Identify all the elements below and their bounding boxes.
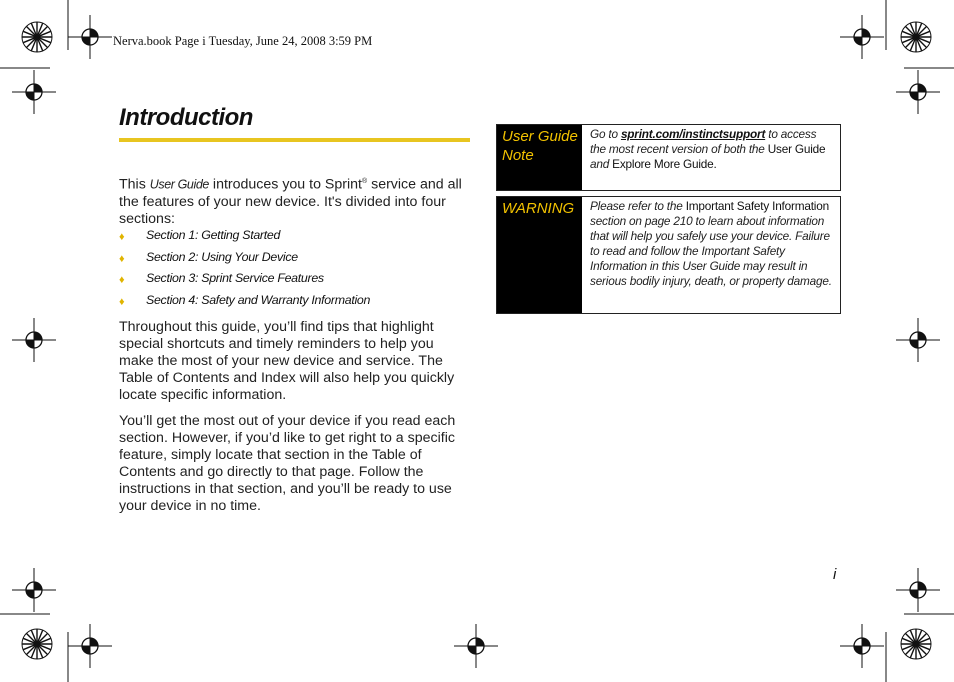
section-label: Section 1: Getting Started (146, 228, 281, 242)
registered-mark: ® (361, 178, 368, 185)
user-guide-note-box (496, 124, 841, 191)
note-text: . (713, 157, 717, 171)
support-link[interactable]: sprint.com/instinctsupport (620, 127, 766, 141)
intro-lead: This (119, 176, 150, 193)
tips-paragraph: Throughout this guide, you’ll find tips that highlight special shortcuts and timely reminders to help you make the most of your new device and service. The Table of Contents and Index will also help you quickly locate specific information. (119, 319, 455, 403)
warning-content (582, 197, 840, 313)
warning-label: WARNING (497, 197, 582, 313)
list-item (119, 291, 471, 313)
sections-list (119, 226, 471, 312)
diamond-bullet-icon: ♦ (119, 295, 125, 308)
warning-text: section on page 210 to learn about information that will help you safely use your device. Failure to read and follow the Important Safety Information in this User Guide may result in serious bodily injury, death, or property damage. (590, 214, 832, 288)
intro-tail: service and all the features of your new device. It's divided into four sections: (119, 176, 462, 227)
section-label: Section 2: Using Your Device (146, 249, 298, 264)
list-item (119, 248, 471, 270)
note-text: Go to (590, 127, 621, 141)
diamond-bullet-icon: ♦ (119, 252, 125, 265)
page-title: Introduction (119, 104, 253, 131)
note-text: and (590, 157, 613, 171)
warning-section-name: Important Safety Information (685, 199, 829, 213)
warning-box (496, 196, 841, 314)
note-guide-name: Explore More Guide (612, 157, 714, 171)
title-underline (119, 138, 470, 142)
print-header: Nerva.book Page i Tuesday, June 24, 2008 3:59 PM (113, 34, 373, 48)
list-item (119, 226, 471, 248)
list-item (119, 269, 471, 291)
intro-middle: introduces you to Sprint (208, 176, 362, 193)
usage-paragraph: You’ll get the most out of your device if you read each section. However, if you’d like to get right to a specific feature, simply locate that section in the Table of Contents and go directly to that page. Follow the instructions in that section, and you’ll be ready to use your device in no time. (119, 413, 456, 514)
page-number: i (833, 566, 837, 583)
diamond-bullet-icon: ♦ (119, 274, 125, 287)
warning-text: Please refer to the (590, 199, 686, 213)
intro-user-guide: User Guide (149, 177, 209, 192)
note-guide-name: User Guide (767, 142, 826, 156)
note-text: to access the most recent version of both the (590, 127, 817, 156)
note-label: User Guide Note (497, 125, 582, 190)
note-content (582, 125, 840, 190)
section-label: Section 4: Safety and Warranty Information (146, 292, 371, 307)
diamond-bullet-icon: ♦ (119, 231, 125, 243)
section-label: Section 3: Sprint Service Features (146, 271, 324, 286)
intro-paragraph (119, 173, 471, 228)
